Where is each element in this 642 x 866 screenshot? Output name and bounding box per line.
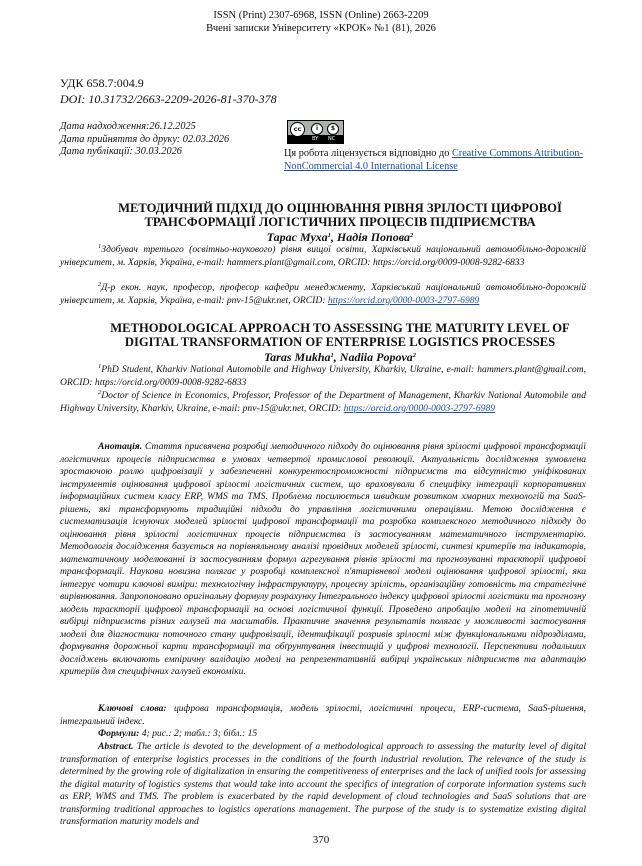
nc-label: NC <box>328 136 336 142</box>
annotation-text: Стаття присвячена розробці методичного підходу до оцінювання рівня зрілості цифрової трансформації логістичних процесів підприємства в умовах четвертої промислової революції. Актуальність дослідження зумовлена зростаючою роллю цифровізації у забезпеченні конкурентоспроможності підприємств та відсутністю уніфікованих інструментів оцінювання цифрової зрілості логістичних систем, що враховували б специфіку інтеграції корпоративних інформаційних систем класу ERP, WMS та TMS. Проблема посилюється швидким розвитком хмарних технологій та SaaS-рішень, які трансформують традиційні підходи до управління логістичними операціями. Метою дослідження є систематизація існуючих моделей зрілості цифрової трансформації та розробка комплексного методичного підходу до оцінювання рівня зрілості логістичних процесів підприємства із застосуванням математичного інструментарію. Методологія дослідження базується на порівняльному аналізі провідних моделей зрілості, синтезі критеріїв та індикаторів, математичному моделюванні із застосуванням формул агрегування рівнів зрілості та прогнозуванні траєкторії цифрової трансформації. Наукова новизна полягає у розробці комплексної п'ятирівневої моделі оцінювання цифрової зрілості, яка інтегрує чотири ключові виміри: технологічну інфраструктуру, процесну зрілість, організаційну готовність та стратегічне вирівнювання. Запропоновано оригінальну формулу розрахунку Інтегрального індексу цифрової зрілості логістики та прогнозну модель траєкторії цифрової трансформації на основі логістичної функції. Проведено апробацію моделі на гіпотетичній вибірці підприємств різних галузей та масштабів. Практичне значення результатів полягає у можливості застосування моделі для діагностики поточного стану цифровізації, ідентифікації розривів зрілості між функціональними підрозділами, формування дорожньої карти трансформації та обґрунтування інвестицій у цифрові технології. Перспективи подальших досліджень включають емпіричну валідацію моделі на репрезентативній вибірці українських підприємств та адаптацію критеріїв для специфічних галузей економіки. <box>60 441 586 677</box>
title-ua-line1: МЕТОДИЧНИЙ ПІДХІД ДО ОЦІНЮВАННЯ РІВНЯ ЗРІЛОСТІ ЦИФРОВОЇ <box>118 201 562 215</box>
title-en <box>60 321 620 349</box>
journal-header <box>0 9 642 35</box>
annotation-ua <box>60 441 586 679</box>
journal-line: Вчені записки Університету «КРОК» №1 (81), 2026 <box>206 23 436 34</box>
author-sup: 2 <box>412 352 417 359</box>
orcid-link[interactable]: https://orcid.org/0000-0003-2797-6989 <box>327 294 480 306</box>
keywords-label: Ключові слова: <box>98 703 167 714</box>
affil-text: PhD Student, Kharkiv National Automobile and Highway University, Kharkiv, Ukraine, e-mail: hammers.plant@gmail.com, ORCID: https://orcid.org/0009-0008-9282-6833 <box>60 364 586 388</box>
author-en-1: Taras Mukha <box>263 350 331 364</box>
abstract-label: Abstract. <box>98 741 134 752</box>
affil-text: Д-р екон. наук, професор, професор кафедри менеджменту, Харківський національний автомобільно-дорожній університет, м. Харків, Україна, e-mail: pnv-15@ukr.net, ORCID: <box>60 282 586 306</box>
issn-line: ISSN (Print) 2307-6968, ISSN (Online) 2663-2209 <box>213 10 429 21</box>
counts-label: Формули: <box>98 728 140 739</box>
cc-icon: cc <box>290 122 305 137</box>
authors-ua: Тарас Муха$^1$, Надія Попова$^2$ <box>266 230 414 244</box>
attribution-icon: i <box>311 123 323 135</box>
license-statement <box>284 147 584 173</box>
date-received: Дата надходження:26.12.2025 <box>60 121 196 132</box>
license-text: Ця робота ліцензується відповідно до <box>284 148 452 159</box>
affil-sup: 2 <box>98 281 102 288</box>
author-sup: 2 <box>410 232 414 239</box>
affiliation-en-2 <box>60 390 586 415</box>
affil-text: Здобувач третього (освітньо-наукового) рівня вищої освіти, Харківський національний автомобільно-дорожній університет, м. Харків, Україна, e-mail: hammers.plant@gmail.com, ORCID: https://orcid.org/0009-0008-9282-6833 <box>60 244 586 268</box>
abstract-text: The article is devoted to the development of a methodological approach to assessing the maturity level of digital transformation of enterprise logistics processes in the conditions of the fourth industrial revolution. The relevance of the study is determined by the growing role of digitalization in ensuring the competitiveness of enterprises and the lack of unified tools for assessing the digital maturity of logistics systems that would take into account the specifics of integration of corporate information systems such as ERP, WMS and TMS. The problem is exacerbated by the rapid development of cloud technologies and SaaS solutions that are transforming traditional approaches to logistics operations management. The purpose of the study is to systematize existing digital transformation maturity models and <box>60 741 586 827</box>
affil-text: Doctor of Science in Economics, Professor, Professor of the Department of Management, Kharkiv National Automobile and Highway University, Kharkiv, Ukraine, e-mail: pnv-15@ukr.net, ORCID: <box>60 390 586 414</box>
noncommercial-icon: $ <box>327 123 339 135</box>
affiliation-ua-1 <box>60 244 586 269</box>
affil-sup: 2 <box>98 389 102 396</box>
author-sup: 1 <box>327 232 331 239</box>
title-ua-line2: ТРАНСФОРМАЦІЇ ЛОГІСТИЧНИХ ПРОЦЕСІВ ПІДПРИЄМСТВА <box>144 215 536 229</box>
abstract-en <box>60 741 586 829</box>
cc-license-badge[interactable] <box>287 120 344 144</box>
formula-counts <box>60 728 586 741</box>
date-published: Дата публікації: 30.03.2026 <box>60 146 182 157</box>
doi: DOI: 10.31732/2663-2209-2026-81-370-378 <box>60 92 277 106</box>
author-ua-2: Надія Попова <box>336 230 410 244</box>
affil-sup: 1 <box>98 363 102 370</box>
udk-code: УДК 658.7:004.9 <box>60 76 144 90</box>
orcid-link[interactable]: https://orcid.org/0000-0003-2797-6989 <box>343 402 496 414</box>
author-en-2: Nadiia Popova <box>339 350 413 364</box>
dates-block <box>60 121 229 159</box>
affil-sup: 1 <box>98 243 102 250</box>
counts-text: 4; рис.: 2; табл.: 3; бібл.: 15 <box>139 728 258 739</box>
license-link[interactable]: Creative Commons Attribution-NonCommercial 4.0 International License <box>284 148 583 172</box>
author-sup: 1 <box>330 352 334 359</box>
authors-en: Taras Mukha$^1$, Nadiia Popova$^2$ <box>263 350 417 364</box>
affiliation-ua-2 <box>60 282 586 307</box>
annotation-label: Анотація. <box>98 441 143 452</box>
by-label: BY <box>312 136 319 142</box>
date-accepted: Дата прийняття до друку: 02.03.2026 <box>60 133 230 145</box>
title-en-line1: METHODOLOGICAL APPROACH TO ASSESSING THE MATURITY LEVEL OF <box>110 321 570 335</box>
keywords-text: цифрова трансформація, модель зрілості, логістичні процеси, ERP-система, SaaS-рішення, інтегральний індекс. <box>60 703 586 727</box>
title-en-line2: DIGITAL TRANSFORMATION OF ENTERPRISE LOGISTICS PROCESSES <box>124 335 556 349</box>
author-ua-1: Тарас Муха <box>266 230 328 244</box>
affiliation-en-1 <box>60 364 586 389</box>
udk-doi-block <box>60 75 277 107</box>
title-ua <box>60 201 620 229</box>
keywords-ua <box>60 703 586 728</box>
page-number: 370 <box>312 834 330 846</box>
